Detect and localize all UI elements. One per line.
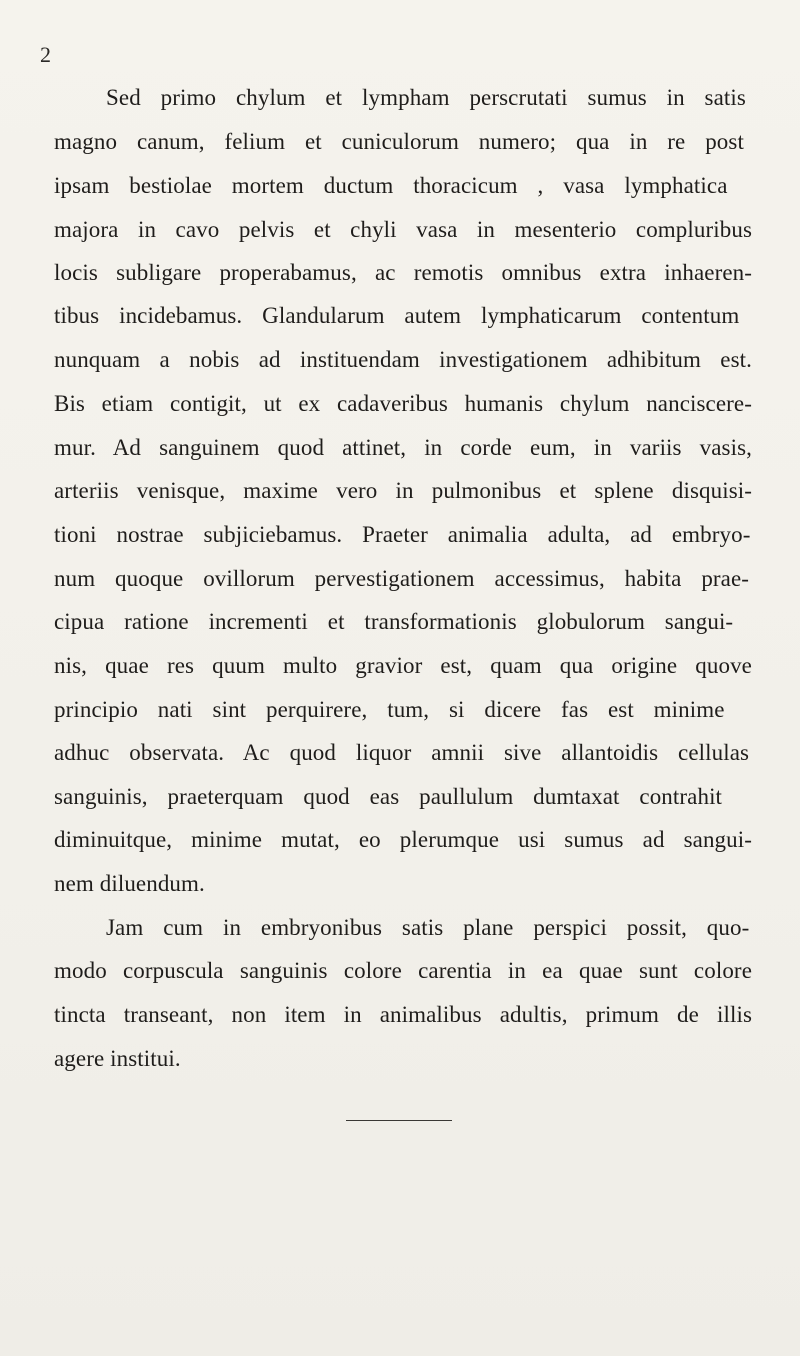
text-line: cipua ratione incrementi et transformationis globulorum sangui- bbox=[54, 609, 734, 634]
text-line: tioni nostrae subjiciebamus. Praeter animalia adulta, ad embryo- bbox=[54, 522, 751, 547]
text-line: agere institui. bbox=[54, 1046, 181, 1071]
text-line: sanguinis, praeterquam quod eas paullulum dumtaxat contrahit bbox=[54, 784, 723, 809]
text-line: diminuitque, minime mutat, eo plerumque usi sumus ad sangui- bbox=[54, 827, 752, 852]
text-line: nunquam a nobis ad instituendam investigationem adhibitum est. bbox=[54, 347, 752, 372]
text-line: mur. Ad sanguinem quod attinet, in corde eum, in variis vasis, bbox=[54, 435, 752, 460]
text-line: principio nati sint perquirere, tum, si dicere fas est minime bbox=[54, 697, 725, 722]
text-line: arteriis venisque, maxime vero in pulmonibus et splene disquisi- bbox=[54, 478, 752, 503]
text-line: modo corpuscula sanguinis colore carentia in ea quae sunt colore bbox=[54, 958, 752, 983]
text-line: Bis etiam contigit, ut ex cadaveribus humanis chylum nanciscere- bbox=[54, 391, 752, 416]
text-line: Jam cum in embryonibus satis plane perspici possit, quo- bbox=[106, 915, 750, 940]
text-line: adhuc observata. Ac quod liquor amnii sive allantoidis cellulas bbox=[54, 740, 750, 765]
text-line: majora in cavo pelvis et chyli vasa in mesenterio compluribus bbox=[54, 217, 752, 242]
text-line: magno canum, felium et cuniculorum numero; qua in re post bbox=[54, 129, 744, 154]
section-divider bbox=[346, 1120, 452, 1121]
text-line: tincta transeant, non item in animalibus adultis, primum de illis bbox=[54, 1002, 752, 1027]
page-number: 2 bbox=[40, 42, 51, 67]
text-line: nis, quae res quum multo gravior est, quam qua origine quove bbox=[54, 653, 752, 678]
text-line: Sed primo chylum et lympham perscrutati sumus in satis bbox=[106, 85, 746, 110]
text-line: ipsam bestiolae mortem ductum thoracicum , vasa lymphatica bbox=[54, 173, 728, 198]
text-line: num quoque ovillorum pervestigationem accessimus, habita prae- bbox=[54, 566, 750, 591]
text-line: nem diluendum. bbox=[54, 871, 205, 896]
text-line: locis subligare properabamus, ac remotis omnibus extra inhaeren- bbox=[54, 260, 752, 285]
text-line: tibus incidebamus. Glandularum autem lymphaticarum contentum bbox=[54, 303, 740, 328]
